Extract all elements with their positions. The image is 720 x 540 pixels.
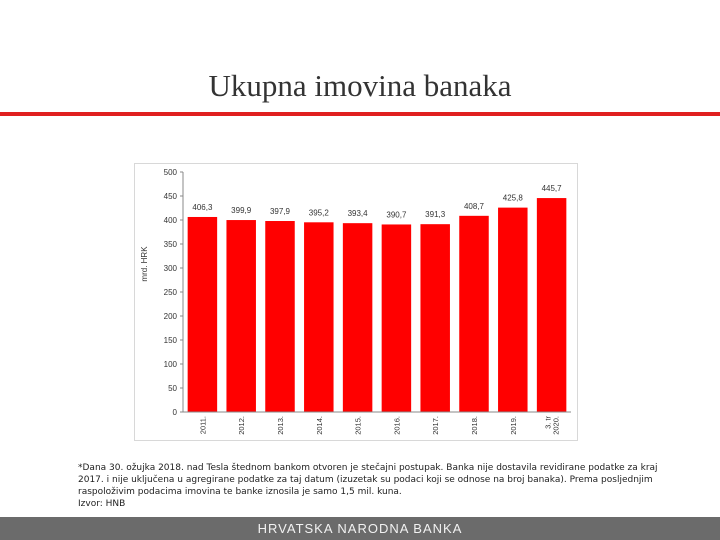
bar [265, 221, 294, 412]
x-tick-label: 2016. [392, 416, 402, 435]
y-tick-label: 350 [163, 240, 177, 249]
bar-chart [134, 163, 578, 441]
bar-value-label: 408,7 [463, 201, 485, 211]
bar [420, 224, 449, 412]
bar [226, 220, 255, 412]
x-tick-label: 2018. [470, 416, 479, 435]
x-tick-label: 2017. [431, 416, 441, 435]
y-tick-label: 200 [163, 312, 177, 321]
y-tick-label: 400 [163, 216, 177, 225]
slide-title: Ukupna imovina banaka [208, 68, 512, 103]
bar-value-label: 445,7 [541, 184, 562, 194]
bar-value-label: 397,9 [269, 207, 291, 217]
bars [188, 198, 567, 412]
y-tick-label: 450 [163, 192, 177, 201]
bar-value-label: 399,9 [231, 206, 252, 216]
title-divider [0, 112, 720, 116]
x-axis [183, 412, 571, 435]
bar-value-label: 393,4 [347, 209, 368, 219]
y-tick-label: 100 [163, 360, 177, 369]
x-tick-label: 2012. [237, 416, 247, 435]
x-tick-label: 3. tr2020. [543, 416, 561, 435]
footnote-line-1: *Dana 30. ožujka 2018. nad Tesla štednom bankom otvoren je stečajni postupak. Banka nije dostavila revidirane podatke za kraj [78, 463, 658, 473]
bar [459, 216, 488, 412]
x-tick-label: 2011. [198, 416, 208, 435]
footnote-line-2: 2017. i nije uključena u agregirane podatke za taj datum (izuzetak su podaci koji se odnose na broj banaka). Prema posljednjim [78, 475, 653, 485]
x-tick-label: 2013. [276, 416, 285, 435]
y-tick-label: 50 [168, 384, 177, 393]
bar-value-label: 406,3 [192, 202, 213, 212]
bar [537, 198, 566, 412]
x-tick-label: 2014. [314, 416, 324, 435]
bar-value-label: 391,3 [425, 210, 446, 220]
footer-bar [0, 517, 720, 540]
footer-text: HRVATSKA NARODNA BANKA [257, 521, 463, 536]
bar-value-label: 425,8 [502, 193, 523, 203]
y-tick-label: 250 [163, 288, 177, 297]
bar-value-label: 390,7 [386, 210, 407, 220]
y-tick-label: 150 [163, 336, 177, 345]
y-axis [164, 168, 183, 417]
y-tick-label: 300 [163, 264, 177, 273]
bar [188, 217, 217, 412]
bar [498, 208, 527, 412]
y-axis-label: mrd. HRK [140, 246, 149, 282]
bar [382, 224, 411, 412]
x-tick-label: 2019. [508, 416, 518, 435]
bar [304, 222, 333, 412]
y-tick-label: 500 [163, 168, 177, 177]
bar [343, 223, 372, 412]
footnote-line-3: raspoloživim podacima imovina te banke iznosila je samo 1,5 mil. kuna. [78, 487, 402, 497]
y-tick-label: 0 [172, 408, 177, 417]
chart-svg [135, 164, 577, 440]
x-tick-label: 2015. [353, 416, 363, 435]
bar-value-label: 395,2 [308, 208, 329, 218]
footnote-source: Izvor: HNB [78, 499, 126, 509]
footnote [78, 462, 658, 510]
